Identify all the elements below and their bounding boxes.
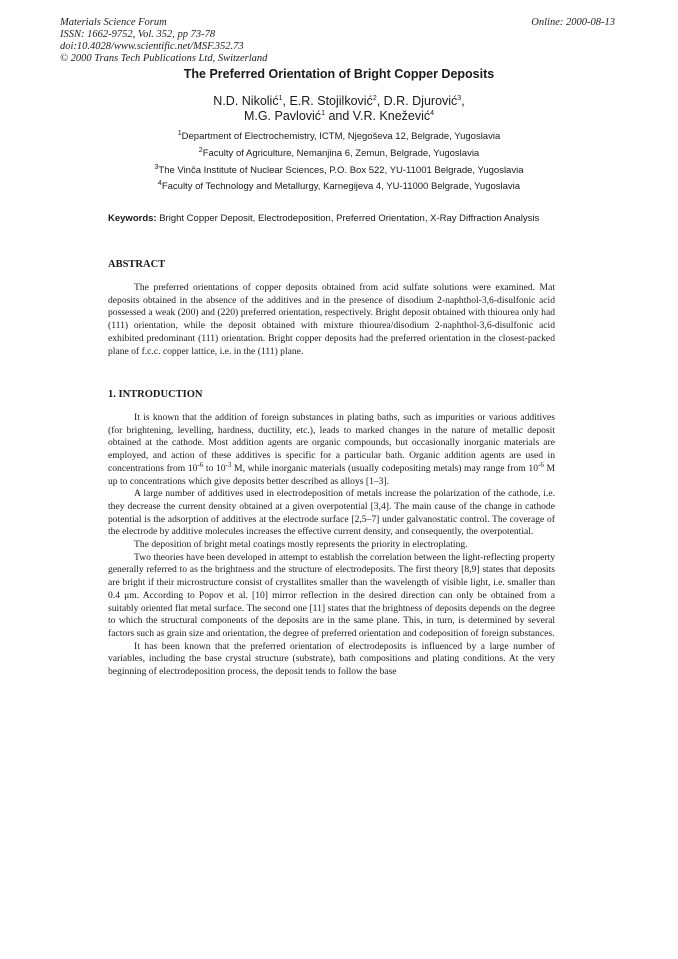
doi-line: doi:10.4028/www.scientific.net/MSF.352.73 — [60, 41, 244, 52]
affiliation-text: Department of Electrochemistry, ICTM, Njegoševa 12, Belgrade, Yugoslavia — [181, 131, 501, 142]
author-affil-sup: 3 — [457, 94, 462, 102]
author-name: M.G. Pavlović — [243, 109, 322, 123]
exponent: -6 — [197, 460, 204, 469]
abstract-heading: ABSTRACT — [108, 259, 166, 270]
affiliation-4 — [0, 181, 678, 193]
affiliation-text: The Vinča Institute of Nuclear Sciences, P.O. Box 522, YU-11001 Belgrade, Yugoslavia — [158, 165, 524, 176]
exponent: -3 — [225, 460, 232, 469]
keywords-label: Keywords: — [108, 213, 157, 224]
abstract-text: The preferred orientations of copper deposits obtained from acid sulfate solutions were examined. Mat deposits obtained in the absence of the additives and in the presence of disodium 2-naphthol-3,6-disulfonic acid possessed a weak (200) and (220) preferred orientation, respectively. Bright deposit obtained with thiourea only had (111) orientation, while the deposit obtained with mixture thiourea/disodium 2-naphthol-3,6-disulfonic acid exhibited predominant (111) orientation. Bright copper deposits had the preferred orientation in the closest-packed plane of f.c.c. copper lattice, i.e. in the (111) plane. — [108, 282, 555, 357]
author-separator: , — [376, 94, 384, 108]
author-name: V.R. Knežević — [352, 109, 431, 123]
intro-body — [108, 412, 555, 679]
author-name: N.D. Nikolić — [213, 94, 279, 108]
intro-paragraph-3: The deposition of bright metal coatings mostly represents the priority in electroplating. — [134, 539, 468, 551]
author-name: E.R. Stojilković — [289, 94, 373, 108]
affiliation-text: Faculty of Agriculture, Nemanjina 6, Zemun, Belgrade, Yugoslavia — [202, 148, 480, 159]
affiliation-2 — [0, 148, 678, 160]
author-affil-sup: 1 — [278, 94, 283, 102]
intro-paragraph-2: A large number of additives used in electrodeposition of metals increase the polarization of the cathode, i.e. they decrease the current density obtained at a given overpotential [3,4]. The main cause of the change in cathode potential is the adsorption of additives at the electrode surface [2,5–7] under galvanostatic control. The coverage of the electrode by additive molecules increases the effective current density, and consequently, the overpotential. — [108, 488, 555, 538]
intro-paragraph-1 — [108, 412, 555, 488]
online-date: Online: 2000-08-13 — [531, 17, 615, 28]
intro-heading: 1. INTRODUCTION — [108, 389, 203, 400]
text-run: M up to concentrations which give deposits better described as alloys [1–3]. — [108, 462, 555, 487]
affiliation-sup: 3 — [154, 163, 159, 171]
affiliation-sup: 2 — [198, 146, 203, 154]
affiliation-sup: 4 — [157, 179, 162, 187]
author-name: D.R. Djurović — [383, 94, 458, 108]
affiliation-sup: 1 — [177, 129, 182, 137]
author-conjunction: and — [324, 109, 353, 123]
affiliation-3 — [0, 165, 678, 177]
exponent: -6 — [538, 460, 544, 469]
author-list — [0, 94, 678, 124]
issn-line: ISSN: 1662-9752, Vol. 352, pp 73-78 — [60, 29, 216, 40]
author-line-1: N.D. Nikolić$^1$, E.R. Stojilković$^2$, D.R. Djurović$^3$, — [213, 94, 465, 108]
paper-title: The Preferred Orientation of Bright Copper Deposits — [183, 67, 495, 81]
author-separator: , — [282, 94, 290, 108]
keywords-text: Bright Copper Deposit, Electrodeposition, Preferred Orientation, X-Ray Diffraction Analysis — [156, 213, 540, 224]
affiliation-text: Faculty of Technology and Metallurgy, Karnegijeva 4, YU-11000 Belgrade, Yugoslavia — [161, 181, 521, 192]
intro-paragraph-4: Two theories have been developed in attempt to establish the correlation between the light-reflecting property generally referred to as the brightness and the structure of electrodeposits. The first theory [8,9] states that deposits are bright if their microstructure consist of crystallites smaller than the wavelength of visible light, i.e. smaller than 0.4 μm. According to Popov et al. [10] mirror reflection in the desired direction can only be obtained from a suitably oriented flat metal surface. The second one [11] states that the brightness of deposits depends on the degree to which the structural components of the deposits are in the same plane. This, in turn, is determined by several factors such as grain size and orientation, the degree of preferred orientation and codeposition of foreign substances. — [108, 551, 555, 639]
journal-name: Materials Science Forum — [60, 17, 167, 28]
intro-paragraph-5: It has been known that the preferred orientation of electrodeposits is influenced by a large number of variables, including the base crystal structure (substrate), bath compositions and plating conditions. At the very beginning of electrodeposition process, the deposit tends to follow the base — [108, 640, 555, 678]
keywords — [108, 213, 548, 226]
author-affil-sup: 1 — [321, 109, 325, 117]
text-run: to 10 — [203, 462, 226, 474]
text-run: It is known that the addition of foreign substances in plating baths, such as impurities or various additives (for brightening, levelling, hardness, ductility, etc.), leads to marked changes in the nature of metallic deposit obtained at the cathode. Most addition agents are organic compounds, but occasionally inorganic materials are employed, and action of these additives is specific for a particular bath. Organic addition agents are used in concentrations from 10 — [108, 412, 555, 474]
copyright-line: © 2000 Trans Tech Publications Ltd, Switzerland — [60, 53, 268, 64]
author-line-2 — [0, 109, 678, 124]
author-affil-sup: 2 — [372, 94, 377, 102]
text-run: M, while inorganic materials (usually codepositing metals) may range from 10 — [231, 462, 538, 474]
affiliation-1 — [0, 131, 678, 143]
author-affil-sup: 4 — [430, 109, 435, 117]
